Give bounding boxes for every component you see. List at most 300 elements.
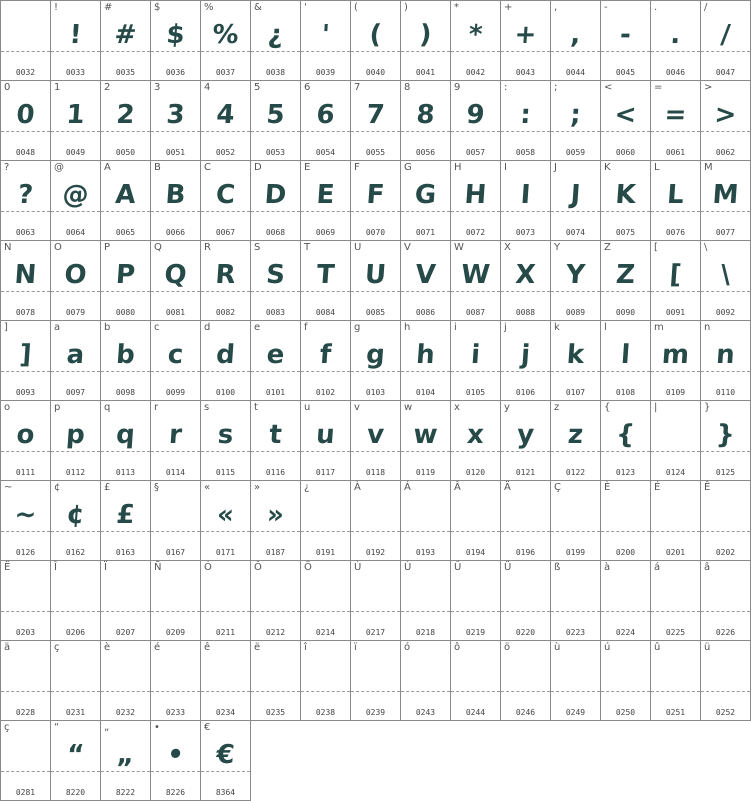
glyph-sample: ,: [569, 20, 582, 50]
char-code: 0045: [615, 68, 636, 77]
character-label: ä: [4, 642, 11, 653]
glyph-cell: [601, 0, 651, 81]
glyph-sample: [351, 495, 401, 535]
character-label: 1: [54, 82, 61, 93]
glyph-cell: [201, 321, 251, 401]
char-code: 0196: [515, 548, 536, 557]
char-code: 0053: [265, 148, 286, 157]
character-label: ¢: [54, 482, 61, 493]
glyph-sample: O: [63, 260, 88, 290]
glyph-sample: [: [668, 260, 683, 290]
glyph-sample: P: [114, 260, 137, 290]
glyph-sample: u: [315, 420, 336, 450]
glyph-cell: [151, 401, 201, 481]
character-label: n: [704, 322, 711, 333]
glyph-sample: e: [265, 340, 286, 370]
glyph-sample: [651, 655, 701, 695]
character-label: Ü: [504, 562, 512, 573]
char-code: 0109: [665, 388, 686, 397]
glyph-sample: [701, 495, 751, 535]
glyph-sample: 3: [165, 100, 186, 130]
character-label: :: [504, 82, 508, 93]
char-code: 0167: [165, 548, 186, 557]
char-code: 0071: [415, 228, 436, 237]
character-label: è: [104, 642, 111, 653]
glyph-sample: ?: [16, 180, 35, 210]
glyph-cell: [601, 161, 651, 241]
glyph-cell: [601, 561, 651, 641]
glyph-cell: [51, 721, 101, 801]
char-code: 0076: [665, 228, 686, 237]
char-code: 0244: [465, 708, 486, 717]
glyph-cell: [301, 81, 351, 161]
char-code: 0040: [365, 68, 386, 77]
char-code: 0058: [515, 148, 536, 157]
char-code: 0060: [615, 148, 636, 157]
glyph-sample: T: [315, 260, 336, 290]
character-label: Î: [54, 562, 57, 573]
glyph-cell: [51, 481, 101, 561]
character-label: V: [404, 242, 411, 253]
char-code: 0163: [115, 548, 136, 557]
glyph-cell: [151, 321, 201, 401]
character-label: »: [254, 482, 261, 493]
char-code: 0043: [515, 68, 536, 77]
char-code: 0118: [365, 468, 386, 477]
glyph-sample: 9: [465, 100, 486, 130]
glyph-sample: [151, 655, 201, 695]
character-label: „: [104, 722, 110, 733]
glyph-sample: s: [216, 420, 235, 450]
glyph-sample: -: [619, 20, 632, 50]
char-code: 0251: [665, 708, 686, 717]
glyph-sample: q: [115, 420, 136, 450]
glyph-cell: [651, 0, 701, 81]
char-code: 0099: [165, 388, 186, 397]
char-code: 0218: [415, 628, 436, 637]
glyph-cell: [201, 481, 251, 561]
glyph-cell: [251, 81, 301, 161]
char-code: 0090: [615, 308, 636, 317]
character-label: Ô: [254, 562, 262, 573]
glyph-cell: [351, 561, 401, 641]
glyph-cell: [51, 161, 101, 241]
char-code: 0103: [365, 388, 386, 397]
char-code: 0064: [65, 228, 86, 237]
character-label: Á: [404, 482, 411, 493]
character-label: v: [354, 402, 360, 413]
glyph-cell: [151, 481, 201, 561]
glyph-sample: @: [61, 180, 90, 210]
character-label: d: [204, 322, 211, 333]
glyph-sample: ]: [18, 340, 33, 370]
glyph-cell: [501, 561, 551, 641]
glyph-sample: .: [669, 20, 682, 50]
character-label: x: [454, 402, 460, 413]
character-label: Ñ: [154, 562, 162, 573]
glyph-sample: [101, 655, 151, 695]
character-label: á: [654, 562, 661, 573]
glyph-sample: A: [114, 180, 137, 210]
glyph-sample: m: [660, 340, 691, 370]
character-label: k: [554, 322, 560, 333]
character-label: J: [554, 162, 557, 173]
character-label: T: [304, 242, 311, 253]
character-label: #: [104, 2, 113, 13]
character-label: u: [304, 402, 311, 413]
char-code: 0062: [715, 148, 736, 157]
glyph-cell: [551, 321, 601, 401]
character-label: ú: [604, 642, 611, 653]
char-code: 0112: [65, 468, 86, 477]
glyph-sample: w: [412, 420, 439, 450]
char-code: 0041: [415, 68, 436, 77]
char-code: 0233: [165, 708, 186, 717]
glyph-sample: £: [115, 500, 136, 530]
glyph-sample: „: [115, 740, 136, 770]
char-code: 0239: [365, 708, 386, 717]
glyph-cell: [201, 721, 251, 801]
char-code: 0087: [465, 308, 486, 317]
glyph-sample: [151, 495, 201, 535]
glyph-sample: v: [365, 420, 386, 450]
glyph-sample: 2: [115, 100, 136, 130]
glyph-cell: [0, 321, 51, 401]
character-label: Ä: [504, 482, 511, 493]
glyph-cell: [51, 321, 101, 401]
char-code: 0201: [665, 548, 686, 557]
character-label: ü: [704, 642, 711, 653]
glyph-sample: k: [565, 340, 586, 370]
glyph-sample: #: [113, 20, 138, 50]
character-label: s: [204, 402, 210, 413]
character-label: C: [204, 162, 211, 173]
character-label: N: [4, 242, 12, 253]
glyph-cell: [451, 0, 501, 81]
glyph-sample: c: [166, 340, 185, 370]
character-label: Ú: [404, 562, 412, 573]
glyph-cell: [151, 241, 201, 321]
char-code: 0115: [215, 468, 236, 477]
glyph-sample: <: [613, 100, 638, 130]
character-label: }: [704, 402, 711, 413]
glyph-sample: [201, 575, 251, 615]
char-code: 0193: [415, 548, 436, 557]
glyph-sample: [501, 575, 551, 615]
glyph-sample: [651, 575, 701, 615]
glyph-cell: [201, 241, 251, 321]
char-code: 0081: [165, 308, 186, 317]
glyph-cell: [701, 241, 751, 321]
char-code: 0050: [115, 148, 136, 157]
character-label: ó: [404, 642, 411, 653]
character-label: ï: [354, 642, 357, 653]
glyph-sample: i: [469, 340, 482, 370]
glyph-sample: 5: [265, 100, 286, 130]
glyph-sample: J: [569, 180, 582, 210]
char-code: 0100: [215, 388, 236, 397]
glyph-cell: [101, 481, 151, 561]
glyph-sample: h: [415, 340, 436, 370]
char-code: 0171: [215, 548, 236, 557]
character-label: l: [604, 322, 607, 333]
character-label: >: [704, 82, 713, 93]
char-code: 0117: [315, 468, 336, 477]
char-code: 0032: [15, 68, 36, 77]
character-label: h: [404, 322, 411, 333]
character-label: W: [454, 242, 464, 253]
glyph-cell: [401, 0, 451, 81]
char-code: 0126: [15, 548, 36, 557]
char-code: 0111: [15, 468, 36, 477]
glyph-sample: [351, 575, 401, 615]
glyph-sample: ): [418, 20, 433, 50]
character-label: â: [704, 562, 711, 573]
character-label: ç: [54, 642, 60, 653]
char-code: 0217: [365, 628, 386, 637]
glyph-cell: [51, 641, 101, 721]
character-label: û: [654, 642, 661, 653]
glyph-sample: [451, 655, 501, 695]
char-code: 0224: [615, 628, 636, 637]
glyph-sample: 6: [315, 100, 336, 130]
char-code: 0194: [465, 548, 486, 557]
character-label: ö: [504, 642, 511, 653]
glyph-sample: !: [68, 20, 83, 50]
glyph-sample: K: [614, 180, 637, 210]
glyph-cell: [551, 241, 601, 321]
glyph-sample: ': [320, 20, 331, 50]
glyph-cell: [101, 561, 151, 641]
glyph-cell: [251, 321, 301, 401]
character-label: ß: [554, 562, 561, 573]
glyph-cell: [51, 241, 101, 321]
character-label: ?: [4, 162, 10, 173]
char-code: 0075: [615, 228, 636, 237]
glyph-cell: [0, 481, 51, 561]
character-label: (: [354, 2, 358, 13]
character-label: \: [704, 242, 708, 253]
char-code: 0105: [465, 388, 486, 397]
char-code: 0125: [715, 468, 736, 477]
char-code: 0104: [415, 388, 436, 397]
char-code: 0078: [15, 308, 36, 317]
glyph-sample: G: [413, 180, 438, 210]
character-label: é: [154, 642, 161, 653]
glyph-cell: [201, 561, 251, 641]
character-label: À: [354, 482, 361, 493]
char-code: 0102: [315, 388, 336, 397]
glyph-cell: [651, 321, 701, 401]
glyph-cell: [651, 561, 701, 641]
character-label: X: [504, 242, 511, 253]
glyph-cell: [701, 0, 751, 81]
char-code: 0226: [715, 628, 736, 637]
glyph-cell: [101, 241, 151, 321]
glyph-sample: 7: [365, 100, 386, 130]
glyph-cell: [451, 481, 501, 561]
glyph-cell: [351, 401, 401, 481]
glyph-cell: [501, 81, 551, 161]
glyph-sample: r: [168, 420, 183, 450]
character-label: ~: [4, 482, 13, 493]
glyph-cell: [101, 0, 151, 81]
char-code: 0047: [715, 68, 736, 77]
char-code: 0235: [265, 708, 286, 717]
glyph-sample: •: [166, 740, 185, 770]
glyph-sample: {: [615, 420, 636, 450]
char-code: 0209: [165, 628, 186, 637]
glyph-cell: [701, 81, 751, 161]
character-label: 3: [154, 82, 161, 93]
glyph-cell: [51, 401, 101, 481]
char-code: 0068: [265, 228, 286, 237]
glyph-cell: [651, 161, 701, 241]
character-label: Y: [554, 242, 561, 253]
character-label: &: [254, 2, 262, 13]
character-label: y: [504, 402, 510, 413]
char-code: 0073: [515, 228, 536, 237]
glyph-cell: [351, 0, 401, 81]
char-code: 0093: [15, 388, 36, 397]
glyph-cell: [401, 161, 451, 241]
char-code: 0082: [215, 308, 236, 317]
character-label: ¿: [304, 482, 310, 493]
glyph-cell: [101, 81, 151, 161]
glyph-cell: [201, 81, 251, 161]
glyph-cell: [601, 81, 651, 161]
glyph-sample: ;: [569, 100, 582, 130]
character-label: Ó: [204, 562, 212, 573]
char-code: 0199: [565, 548, 586, 557]
glyph-sample: }: [715, 420, 736, 450]
char-code: 0074: [565, 228, 586, 237]
glyph-cell: [301, 241, 351, 321]
glyph-sample: f: [318, 340, 333, 370]
glyph-cell: [101, 721, 151, 801]
char-code: 0124: [665, 468, 686, 477]
char-code: 0187: [265, 548, 286, 557]
glyph-sample: U: [363, 260, 388, 290]
character-label: P: [104, 242, 111, 253]
glyph-sample: [0, 735, 51, 775]
character-label: {: [604, 402, 611, 413]
char-code: 0281: [15, 788, 36, 797]
char-code: 0192: [365, 548, 386, 557]
glyph-cell: [451, 321, 501, 401]
character-label: Û: [454, 562, 462, 573]
glyph-cell: [401, 321, 451, 401]
character-label: Ë: [4, 562, 11, 573]
character-label: U: [354, 242, 362, 253]
glyph-sample: B: [164, 180, 187, 210]
char-code: 0097: [65, 388, 86, 397]
character-label: î: [304, 642, 307, 653]
glyph-sample: [251, 655, 301, 695]
glyph-sample: ¿: [266, 20, 285, 50]
glyph-cell: [351, 241, 401, 321]
glyph-cell: [651, 481, 701, 561]
glyph-sample: o: [15, 420, 36, 450]
char-code: 0037: [215, 68, 236, 77]
character-label: !: [54, 2, 59, 13]
glyph-cell: [451, 161, 501, 241]
char-code: 0072: [465, 228, 486, 237]
character-label: $: [154, 2, 161, 13]
char-code: 0080: [115, 308, 136, 317]
character-label: K: [604, 162, 611, 173]
char-code: 0065: [115, 228, 136, 237]
character-label: 6: [304, 82, 311, 93]
char-code: 0079: [65, 308, 86, 317]
glyph-sample: [601, 575, 651, 615]
glyph-sample: N: [13, 260, 38, 290]
glyph-cell: [501, 321, 551, 401]
char-code: 0092: [715, 308, 736, 317]
glyph-sample: [651, 495, 701, 535]
char-code: 0063: [15, 228, 36, 237]
char-code: 0207: [115, 628, 136, 637]
character-label: ù: [554, 642, 561, 653]
character-label: Ù: [354, 562, 362, 573]
char-code: 0243: [415, 708, 436, 717]
char-code: 0121: [515, 468, 536, 477]
glyph-sample: (: [368, 20, 383, 50]
char-code: 0250: [615, 708, 636, 717]
glyph-sample: [0, 575, 51, 615]
char-code: 0228: [15, 708, 36, 717]
glyph-cell: [501, 481, 551, 561]
glyph-sample: [251, 575, 301, 615]
character-label: z: [554, 402, 560, 413]
character-label: w: [404, 402, 413, 413]
char-code: 0098: [115, 388, 136, 397]
character-label: [: [654, 242, 658, 253]
glyph-cell: [651, 641, 701, 721]
char-code: 0249: [565, 708, 586, 717]
char-code: 0059: [565, 148, 586, 157]
glyph-cell: [701, 321, 751, 401]
glyph-cell: [301, 161, 351, 241]
char-code: 0049: [65, 148, 86, 157]
glyph-cell: [451, 401, 501, 481]
glyph-cell: [651, 401, 701, 481]
character-label: Q: [154, 242, 162, 253]
glyph-cell: [51, 561, 101, 641]
character-label: Ö: [304, 562, 312, 573]
glyph-cell: [101, 161, 151, 241]
glyph-sample: E: [315, 180, 336, 210]
glyph-sample: *: [467, 20, 484, 50]
glyph-cell: [0, 241, 51, 321]
glyph-sample: W: [460, 260, 491, 290]
glyph-cell: [0, 0, 51, 81]
char-code: 0200: [615, 548, 636, 557]
glyph-sample: b: [115, 340, 136, 370]
character-label: ;: [554, 82, 558, 93]
char-code: 0067: [215, 228, 236, 237]
character-label: ë: [254, 642, 261, 653]
glyph-cell: [201, 401, 251, 481]
char-code: 0252: [715, 708, 736, 717]
character-label: +: [504, 2, 513, 13]
glyph-cell: [51, 81, 101, 161]
character-label: q: [104, 402, 111, 413]
character-label: H: [454, 162, 462, 173]
character-label: f: [304, 322, 308, 333]
char-code: 0054: [315, 148, 336, 157]
glyph-sample: >: [713, 100, 738, 130]
